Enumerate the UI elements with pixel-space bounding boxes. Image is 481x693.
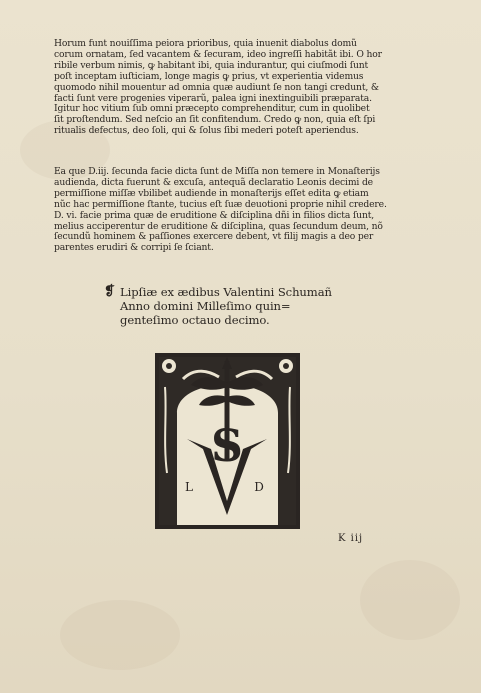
text-line: parentes erudiri & corripi ſe ſciant. [54,242,214,254]
imprint-line: Anno domini Milleſimo quin= [120,299,291,313]
text-line: ſit proſtendum. Sed neſcio an ſit confitendum. Credo ꝙ non, quia eſt ſpi [54,114,376,126]
text-line: melius acciperentur de eruditione & diſciplina, quas ſecundum deum, nõ [54,220,383,232]
imprint-text: Lipſiæ ex ædibus Valentini Schumañ [120,285,332,299]
printer-device-woodcut [155,353,300,529]
imprint-line [104,285,332,299]
text-line: Igitur hoc vitium ſub omni præcepto comprehenditur, cum in quolibet [54,103,370,115]
monogram-s: S [211,421,243,472]
text-line: poſt inceptam iuſticiam, longe magis ꝙ prius, vt experientia videmus [54,70,364,82]
text-line: nũc hac permiſſione ſtante, tucius eſt ſuæ deuotioni proprie nihil credere. [54,198,387,210]
paragraph-1 [54,39,396,137]
text-line: ſecundũ hominem & paſſiones exercere debent, vt filij magis a deo per [54,231,374,243]
text-line: ritualis defectus, deo ſoli, qui & ſolus ſibi mederi poteſt aperiendus. [54,125,359,137]
text-line: D. vi. facie prima quæ de eruditione & diſciplina dñi in filios dicta ſunt, [54,209,375,221]
text-line: Ea que D.iij. ſecunda facie dicta ſunt de Miſſa non temere in Monaſterijs [54,166,380,177]
paper-stain [60,600,180,670]
paper-stain [360,560,460,640]
printer-imprint [104,285,332,327]
text-line: quomodo nihil mouentur ad omnia quæ audiunt ſe non tangi credunt, & [54,81,379,93]
text-line: permiſſione miſſæ vbilibet audiende in monaſterijs eſſet edita ꝙ etiam [54,187,369,199]
initial-right: D [254,480,264,494]
text-line: audienda, dicta fuerunt & excuſa, antequã declaratio Leonis decimi de [54,176,373,188]
initial-left: L [185,480,193,494]
text-line: corum ornatam, ſed vacantem & ſecuram, ideo ingreſſi habitãt ibi. O hor [54,48,382,60]
paragraph-2 [54,167,396,254]
text-line: Horum funt nouiſſima peiora prioribus, quia inuenit diabolus domũ [54,38,357,49]
signature-mark: K iij [338,533,364,544]
imprint-line: gentеſimo octauo decimo. [120,313,270,327]
text-line: ribile verbum nimis, ꝙ habitant ibi, quia indurantur, qui ciuſmodi ſunt [54,59,369,71]
text-line: facti ſunt vere progenies viperarũ, palea igni inextinguibili præparata. [54,92,372,104]
paragraph-mark-icon: ❡ [104,284,115,299]
